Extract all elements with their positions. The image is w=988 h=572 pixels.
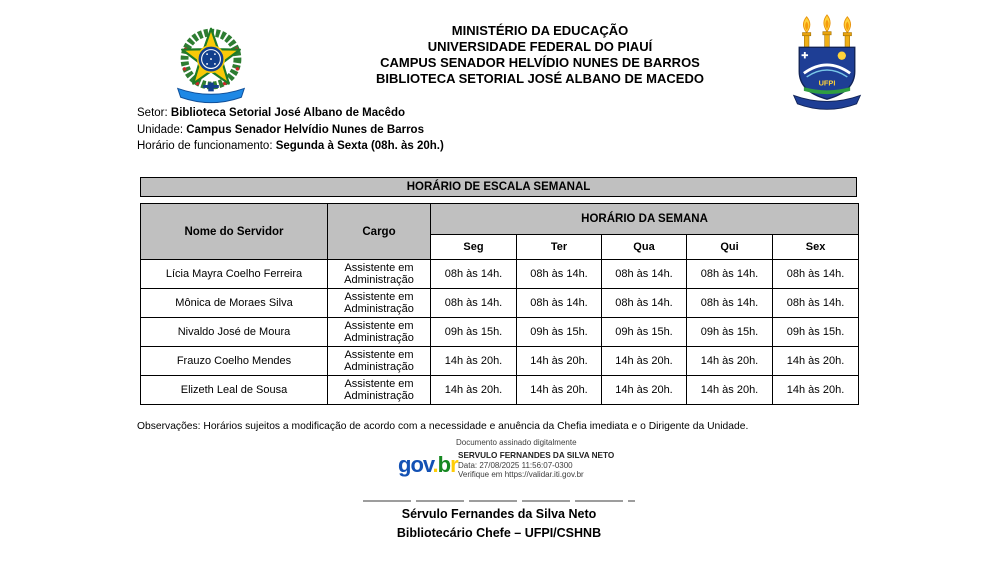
column-header-week: HORÁRIO DA SEMANA [431,204,859,235]
svg-text:UFPI: UFPI [818,78,836,88]
signature-name: Sérvulo Fernandes da Silva Neto [401,507,597,521]
time-cell: 14h às 20h. [431,376,517,405]
schedule-table [140,203,859,405]
info-value: Segunda à Sexta (08h. às 20h.) [275,140,444,152]
header-line-campus: CAMPUS SENADOR HELVÍDIO NUNES DE BARROS [380,55,700,70]
time-cell: 09h às 15h. [517,318,602,347]
table-row [141,318,859,347]
day-header-sex: Sex [773,235,859,260]
info-line-setor [137,105,444,122]
info-label: Horário de funcionamento: [137,140,276,152]
time-cell: 14h às 20h. [517,376,602,405]
stamp-header: Documento assinado digitalmente [456,438,577,447]
day-header-ter: Ter [517,235,602,260]
servant-name-cell: Elizeth Leal de Sousa [141,376,328,405]
cargo-cell: Assistente em Administração [328,347,431,376]
document-info-block [137,105,444,155]
stamp-signer-name: SERVULO FERNANDES DA SILVA NETO [458,451,615,460]
govbr-logo-icon [398,452,458,478]
time-cell: 08h às 14h. [517,260,602,289]
servant-name-cell: Mônica de Moraes Silva [141,289,328,318]
time-cell: 14h às 20h. [602,347,687,376]
day-header-qui: Qui [687,235,773,260]
observations-note: Observações: Horários sujeitos a modificação de acordo com a necessidade e anuência da Chefia imediata e o Dirigente da Unidade. [137,421,749,432]
time-cell: 14h às 20h. [687,376,773,405]
signature-line [363,500,635,502]
brazil-coat-of-arms-icon [160,14,262,108]
table-row [141,260,859,289]
header-title-block [300,23,780,87]
govbr-logo-dot: . [432,452,438,478]
schedule-table-title: HORÁRIO DE ESCALA SEMANAL [140,177,857,197]
time-cell: 08h às 14h. [773,289,859,318]
time-cell: 14h às 20h. [431,347,517,376]
info-label: Unidade: [137,123,187,136]
govbr-logo-b: b [437,452,451,478]
servant-name-cell: Frauzo Coelho Mendes [141,347,328,376]
cargo-cell: Assistente em Administração [328,376,431,405]
column-header-cargo: Cargo [328,204,431,260]
servant-name-cell: Nivaldo José de Moura [141,318,328,347]
header-line-university: UNIVERSIDADE FEDERAL DO PIAUÍ [427,39,653,54]
table-row [141,376,859,405]
time-cell: 14h às 20h. [773,347,859,376]
info-line-horario [137,138,444,155]
time-cell: 14h às 20h. [773,376,859,405]
info-line-unidade [137,122,444,139]
header-line-ministry: MINISTÉRIO DA EDUCAÇÃO [451,23,629,38]
column-header-name: Nome do Servidor [141,204,328,260]
time-cell: 08h às 14h. [602,260,687,289]
info-label: Setor: [137,107,171,119]
time-cell: 08h às 14h. [687,289,773,318]
schedule-table-wrapper [140,203,859,405]
table-row [141,289,859,318]
govbr-logo-r: r [450,452,458,478]
time-cell: 14h às 20h. [687,347,773,376]
info-value: Campus Senador Helvídio Nunes de Barros [186,123,424,136]
table-row [141,347,859,376]
cargo-cell: Assistente em Administração [328,318,431,347]
signature-role: Bibliotecário Chefe – UFPI/CSHNB [396,526,602,540]
day-header-qua: Qua [602,235,687,260]
time-cell: 08h às 14h. [431,289,517,318]
stamp-verify-url: Verifique em https://validar.iti.gov.br [458,470,584,479]
time-cell: 08h às 14h. [687,260,773,289]
time-cell: 08h às 14h. [517,289,602,318]
time-cell: 09h às 15h. [687,318,773,347]
info-value: Biblioteca Setorial José Albano de Macêdo [170,107,405,119]
day-header-seg: Seg [431,235,517,260]
time-cell: 09h às 15h. [602,318,687,347]
ufpi-emblem-icon [790,14,864,114]
time-cell: 08h às 14h. [602,289,687,318]
time-cell: 09h às 15h. [773,318,859,347]
cargo-cell: Assistente em Administração [328,289,431,318]
cargo-cell: Assistente em Administração [328,260,431,289]
time-cell: 09h às 15h. [431,318,517,347]
stamp-details [458,451,614,480]
stamp-date: Data: 27/08/2025 11:56:07-0300 [458,460,573,470]
govbr-logo-gov: gov [398,452,433,478]
time-cell: 08h às 14h. [773,260,859,289]
time-cell: 14h às 20h. [602,376,687,405]
digital-signature-stamp [398,438,614,480]
time-cell: 08h às 14h. [431,260,517,289]
header-line-library: BIBLIOTECA SETORIAL JOSÉ ALBANO DE MACEDO [376,71,704,86]
time-cell: 14h às 20h. [517,347,602,376]
servant-name-cell: Lícia Mayra Coelho Ferreira [141,260,328,289]
